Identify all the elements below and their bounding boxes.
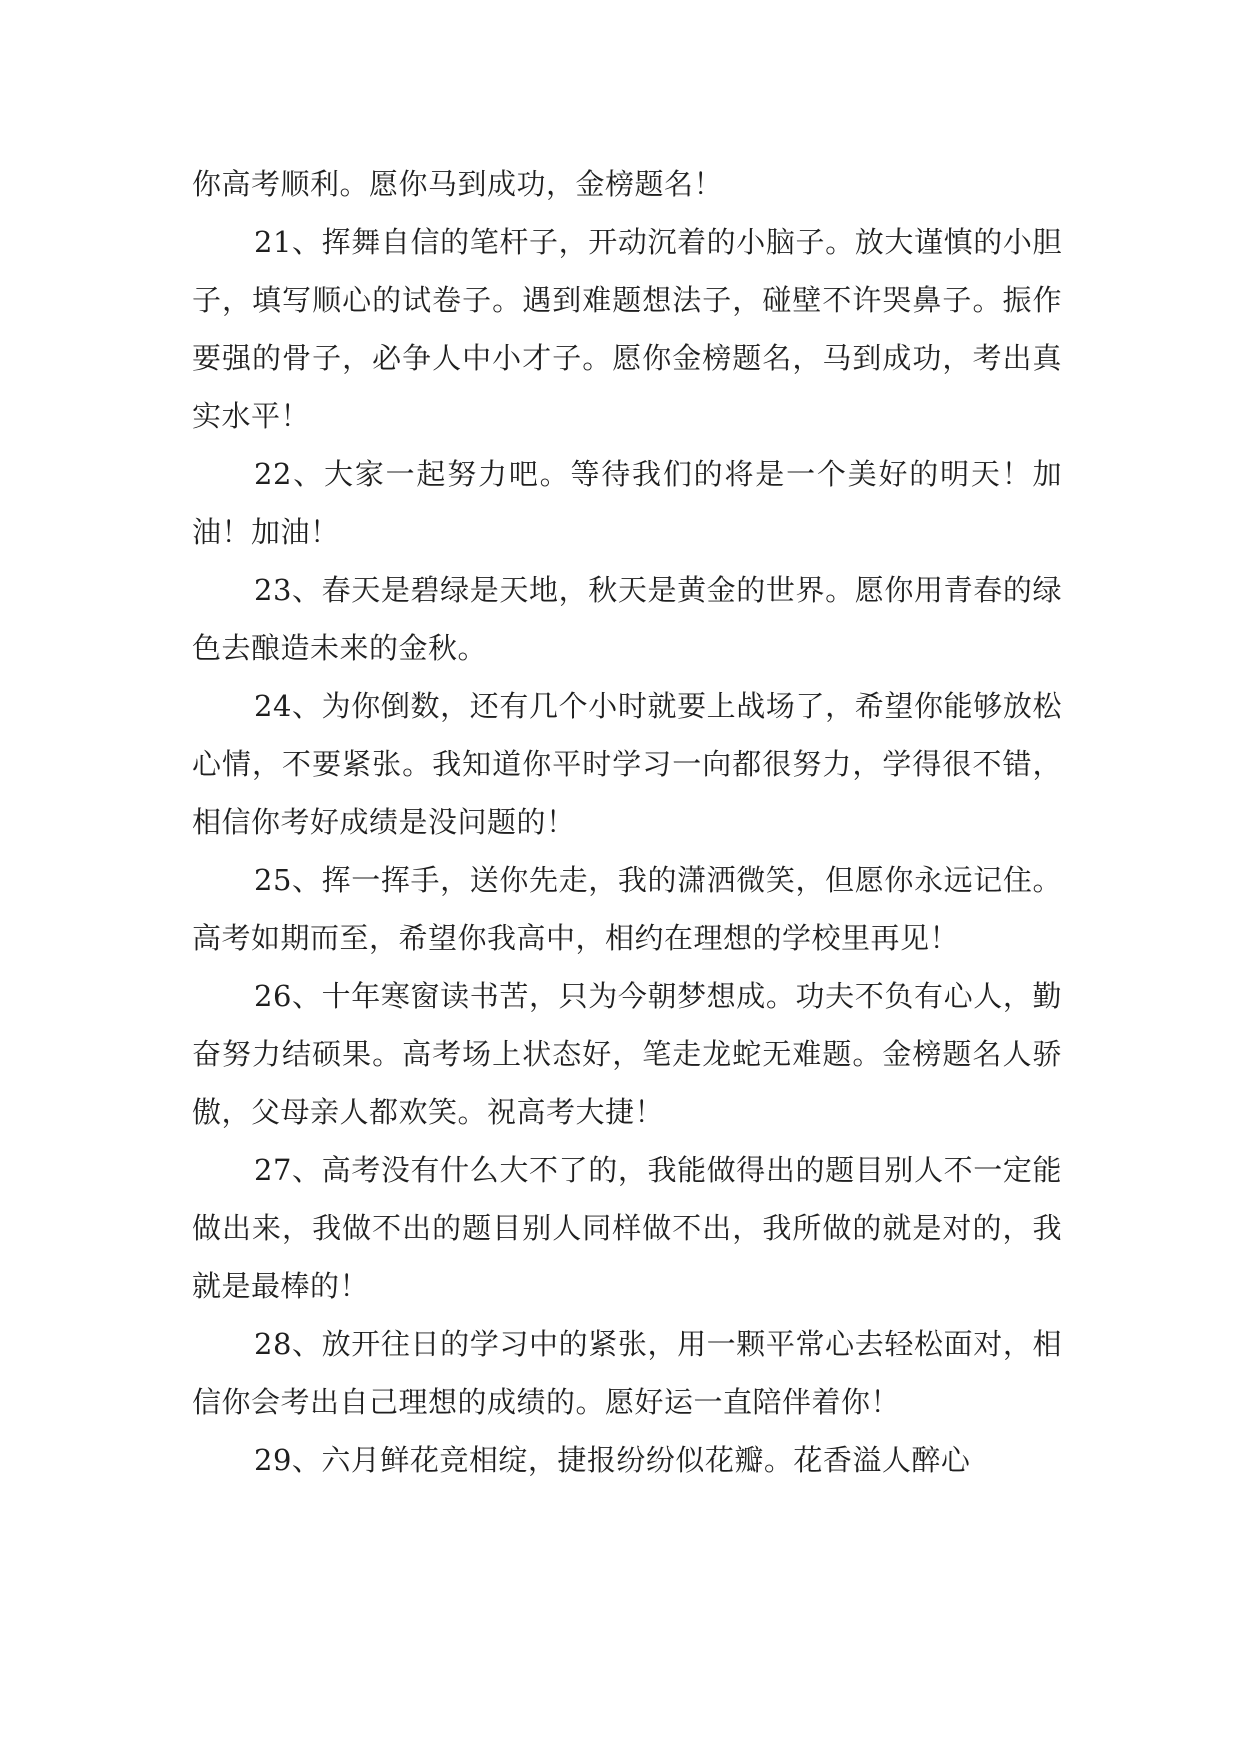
paragraph-26: 26、十年寒窗读书苦，只为今朝梦想成。功夫不负有心人，勤奋努力结硕果。高考场上状态好，笔走龙蛇无难题。金榜题名人骄傲，父母亲人都欢笑。祝高考大捷！ — [192, 979, 1062, 1129]
document-body — [192, 155, 1062, 1489]
paragraph-29: 29、六月鲜花竞相绽，捷报纷纷似花瓣。花香溢人醉心 — [254, 1443, 971, 1477]
paragraph-continuation: 你高考顺利。愿你马到成功，金榜题名！ — [192, 167, 724, 201]
paragraph-23: 23、春天是碧绿是天地，秋天是黄金的世界。愿你用青春的绿色去酿造未来的金秋。 — [192, 573, 1062, 665]
paragraph-27: 27、高考没有什么大不了的，我能做得出的题目别人不一定能做出来，我做不出的题目别人同样做不出，我所做的就是对的，我就是最棒的！ — [192, 1153, 1062, 1303]
paragraph-28: 28、放开往日的学习中的紧张，用一颗平常心去轻松面对，相信你会考出自己理想的成绩的。愿好运一直陪伴着你！ — [192, 1327, 1062, 1419]
paragraph-24: 24、为你倒数，还有几个小时就要上战场了，希望你能够放松心情，不要紧张。我知道你平时学习一向都很努力，学得很不错，相信你考好成绩是没问题的！ — [192, 689, 1062, 839]
paragraph-25: 25、挥一挥手，送你先走，我的潇洒微笑，但愿你永远记住。高考如期而至，希望你我高中，相约在理想的学校里再见！ — [192, 863, 1062, 955]
paragraph-22: 22、大家一起努力吧。等待我们的将是一个美好的明天！加油！加油！ — [192, 457, 1062, 549]
paragraph-21: 21、挥舞自信的笔杆子，开动沉着的小脑子。放大谨慎的小胆子，填写顺心的试卷子。遇到难题想法子，碰壁不许哭鼻子。振作要强的骨子，必争人中小才子。愿你金榜题名，马到成功，考出真实水平！ — [192, 225, 1062, 433]
